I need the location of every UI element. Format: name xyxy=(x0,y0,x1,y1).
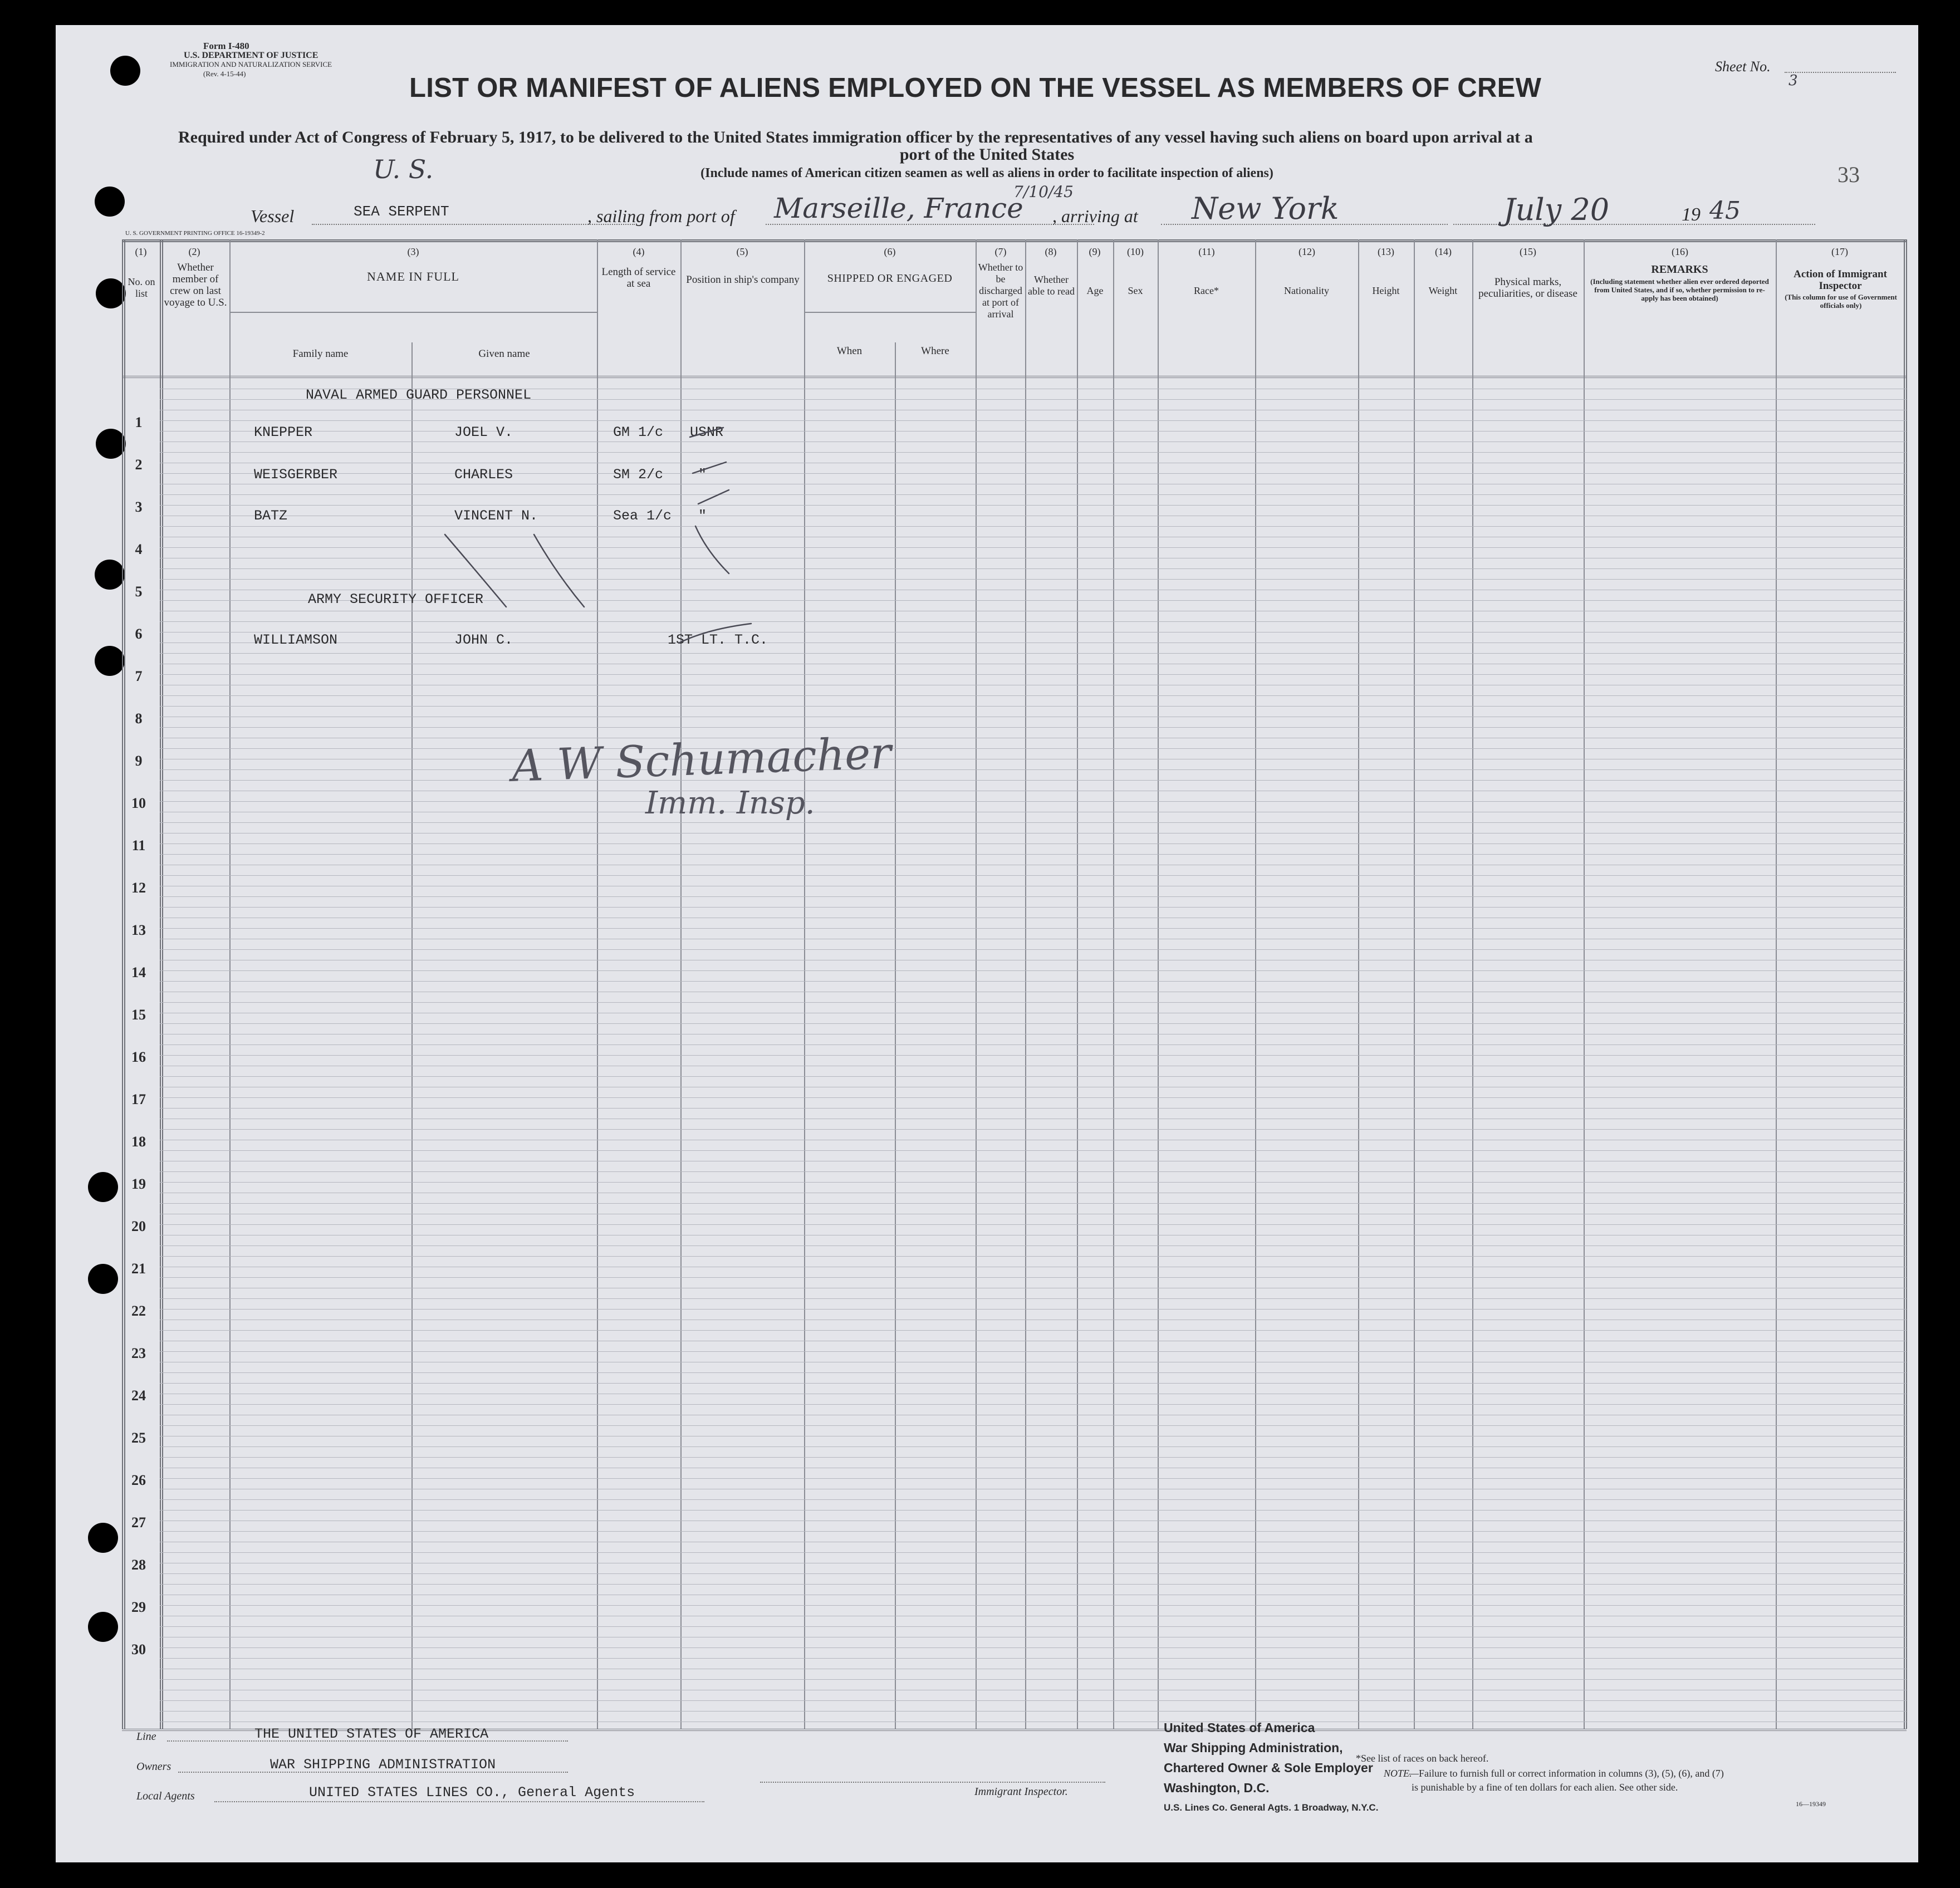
row-number: 2 xyxy=(135,457,143,473)
ruled-line xyxy=(160,1330,1907,1331)
crew-3-given: VINCENT N. xyxy=(454,508,538,524)
ruled-line xyxy=(160,1055,1907,1056)
punch-hole xyxy=(88,1172,118,1202)
ruled-line xyxy=(160,896,1907,897)
row-number: 6 xyxy=(135,626,143,642)
row-number: 25 xyxy=(131,1430,146,1446)
punch-hole xyxy=(96,278,126,308)
sheet-label: Sheet No. xyxy=(1715,58,1771,75)
crew-2-rate: SM 2/c xyxy=(613,467,664,483)
ruled-line xyxy=(160,1182,1907,1183)
header-shipped-engaged: SHIPPED OR ENGAGED xyxy=(827,272,953,285)
sheet-number: 3 xyxy=(1788,72,1798,89)
ruled-line xyxy=(160,1404,1907,1405)
header-no-on-list: No. on list xyxy=(128,276,155,299)
printing-office: U. S. GOVERNMENT PRINTING OFFICE 16-19349-2 xyxy=(125,230,265,237)
row-number: 13 xyxy=(131,922,146,938)
sheet-number-line xyxy=(1785,72,1896,73)
year-prefix: 19 xyxy=(1682,204,1701,225)
ruled-line xyxy=(160,1457,1907,1458)
header-physical-marks: Physical marks, peculiarities, or disease xyxy=(1478,276,1577,300)
col-num-14: (14) xyxy=(1435,246,1452,257)
col-num-11: (11) xyxy=(1198,246,1215,257)
row-number: 17 xyxy=(131,1091,146,1107)
row-number: 24 xyxy=(131,1387,146,1404)
ruled-line xyxy=(160,875,1907,876)
header-given-name: Given name xyxy=(478,348,530,360)
ruled-line xyxy=(160,1658,1907,1659)
ruled-line xyxy=(160,1425,1907,1426)
ruled-line xyxy=(160,1700,1907,1701)
ruled-line xyxy=(160,1224,1907,1225)
ruled-line xyxy=(160,854,1907,855)
row-number: 16 xyxy=(131,1049,146,1065)
header-weight: Weight xyxy=(1428,285,1458,296)
ruled-line xyxy=(160,1647,1907,1648)
crew-1-rate: GM 1/c xyxy=(613,424,664,440)
header-inspector-action: Action of Immigrant Inspector xyxy=(1794,268,1887,292)
stamp-line-2: War Shipping Administration, xyxy=(1164,1740,1343,1755)
punch-hole xyxy=(88,1612,118,1642)
row-number: 3 xyxy=(135,499,143,515)
ruled-line xyxy=(160,1256,1907,1257)
pencil-check-marks xyxy=(373,406,762,718)
row-number: 7 xyxy=(135,668,143,684)
ruled-line xyxy=(160,1478,1907,1479)
header-race: Race* xyxy=(1194,285,1219,296)
crew-3-family: BATZ xyxy=(254,508,288,524)
row-number: 4 xyxy=(135,541,143,557)
include-note: (Include names of American citizen seamen as well as aliens in order to facilitate inspection of aliens) xyxy=(700,166,1273,180)
header-shipped-when: When xyxy=(836,345,863,357)
ruled-line xyxy=(160,1552,1907,1553)
header-sex: Sex xyxy=(1128,285,1143,296)
row-number: 22 xyxy=(131,1303,146,1319)
table-top-border xyxy=(122,239,1907,242)
punch-hole xyxy=(110,56,140,86)
punch-hole xyxy=(95,646,125,676)
vessel-prefix: U. S. xyxy=(373,154,434,184)
crew-2-company: " xyxy=(698,467,707,483)
ruled-line xyxy=(160,1203,1907,1204)
ruled-line xyxy=(160,1002,1907,1003)
col-num-10: (10) xyxy=(1127,246,1144,257)
line-label: Line xyxy=(136,1730,156,1743)
header-length-of-service: Length of service at sea xyxy=(601,266,676,290)
ruled-line xyxy=(160,780,1907,781)
departure-date: 7/10/45 xyxy=(1013,183,1074,201)
row-number: 26 xyxy=(131,1472,146,1488)
vessel-underline xyxy=(312,224,635,225)
ruled-line xyxy=(160,769,1907,770)
row-number: 29 xyxy=(131,1599,146,1615)
row-number: 8 xyxy=(135,710,143,727)
owners-value: WAR SHIPPING ADMINISTRATION xyxy=(270,1757,496,1773)
punch-hole xyxy=(95,560,125,590)
ruled-line xyxy=(160,1076,1907,1077)
ruled-line xyxy=(160,1711,1907,1712)
form-number: Form I-480 xyxy=(203,41,249,51)
ruled-line xyxy=(160,1044,1907,1045)
header-able-to-read: Whether able to read xyxy=(1028,274,1075,297)
ruled-line xyxy=(160,1584,1907,1585)
header-nationality: Nationality xyxy=(1284,285,1329,296)
col-num-1: (1) xyxy=(135,246,147,257)
crew-1-company: USNR xyxy=(690,424,724,440)
crew-2-family: WEISGERBER xyxy=(254,467,338,483)
row-number: 11 xyxy=(131,837,146,854)
vessel-label: Vessel xyxy=(251,206,295,226)
agents-underline xyxy=(214,1801,704,1802)
ruled-line xyxy=(160,1171,1907,1172)
inspector-signature: A W Schumacher xyxy=(511,728,892,792)
row-number: 14 xyxy=(131,964,146,980)
agents-value: UNITED STATES LINES CO., General Agents xyxy=(309,1784,635,1801)
ruled-line xyxy=(160,907,1907,908)
inspector-signature-line xyxy=(760,1782,1105,1783)
header-shipped-where: Where xyxy=(921,345,949,357)
ruled-line xyxy=(160,1150,1907,1151)
crew-1-given: JOEL V. xyxy=(454,424,513,440)
stamp-line-3: Chartered Owner & Sole Employer xyxy=(1164,1761,1373,1775)
row-number: 15 xyxy=(131,1007,146,1023)
header-remarks: REMARKS xyxy=(1651,263,1708,276)
crew-3-rate: Sea 1/c xyxy=(613,508,672,524)
ruled-line xyxy=(160,1573,1907,1574)
header-remarks-note: (Including statement whether alien ever ordered deported from United States, and if so, whether permission to re-apply has been obtained) xyxy=(1590,277,1769,302)
header-age: Age xyxy=(1086,285,1104,296)
year: 45 xyxy=(1709,197,1741,225)
header-discharged: Whether to be discharged at port of arrival xyxy=(978,262,1023,320)
ruled-line xyxy=(160,1277,1907,1278)
ruled-line xyxy=(160,748,1907,749)
inspector-label: Immigrant Inspector. xyxy=(974,1786,1068,1798)
ruled-line xyxy=(160,727,1907,728)
row-number: 27 xyxy=(131,1514,146,1531)
races-note: *See list of races on back hereof. xyxy=(1356,1753,1489,1764)
ruled-line xyxy=(160,1679,1907,1680)
section-army-heading: ARMY SECURITY OFFICER xyxy=(308,591,484,607)
ruled-line xyxy=(160,822,1907,823)
col-num-9: (9) xyxy=(1089,246,1101,257)
punch-hole xyxy=(96,429,126,459)
row-number: 12 xyxy=(131,880,146,896)
col-num-2: (2) xyxy=(188,246,200,257)
ruled-line xyxy=(160,1510,1907,1511)
ruled-line xyxy=(160,1309,1907,1310)
crew-4-family: WILLIAMSON xyxy=(254,632,338,648)
ruled-line xyxy=(160,1129,1907,1130)
header-inspector-note: (This column for use of Government officials only) xyxy=(1785,293,1897,310)
col-num-6: (6) xyxy=(884,246,896,257)
row-number: 10 xyxy=(131,795,146,811)
col-num-5: (5) xyxy=(736,246,748,257)
ruled-line xyxy=(160,1351,1907,1352)
row-number: 28 xyxy=(131,1557,146,1573)
revision-date: (Rev. 4-15-44) xyxy=(203,70,246,78)
ruled-line xyxy=(160,928,1907,929)
ruled-line xyxy=(160,1023,1907,1024)
inspector-signature-title: Imm. Insp. xyxy=(645,785,815,821)
form-code: 16—19349 xyxy=(1796,1800,1826,1808)
ruled-line xyxy=(160,1605,1907,1606)
crew-2-given: CHARLES xyxy=(454,467,513,483)
ruled-line xyxy=(160,949,1907,950)
crew-3-company: " xyxy=(698,508,707,524)
punch-hole xyxy=(88,1523,118,1553)
row-number: 30 xyxy=(131,1641,146,1657)
col-num-3: (3) xyxy=(407,246,419,257)
wsa-stamp xyxy=(1164,1718,1378,1818)
owners-label: Owners xyxy=(136,1761,171,1773)
sailing-label: , sailing from port of xyxy=(587,206,735,226)
ruled-line xyxy=(160,1383,1907,1384)
note-text-2: is punishable by a fine of ten dollars for each alien. See other side. xyxy=(1412,1782,1678,1793)
stamp-line-1: United States of America xyxy=(1164,1720,1315,1735)
ruled-line xyxy=(160,801,1907,802)
col-num-15: (15) xyxy=(1520,246,1536,257)
punch-hole xyxy=(95,187,125,217)
ruled-line xyxy=(160,1372,1907,1373)
row-number: 21 xyxy=(131,1261,146,1277)
department-name: U.S. DEPARTMENT OF JUSTICE xyxy=(184,51,318,60)
col-num-8: (8) xyxy=(1045,246,1057,257)
col-num-16: (16) xyxy=(1672,246,1688,257)
crew-4-rate: 1ST LT. T.C. xyxy=(668,632,768,648)
header-height: Height xyxy=(1372,285,1400,296)
header-family-name: Family name xyxy=(292,348,349,360)
ruled-line xyxy=(160,1298,1907,1299)
stamp-line-5: U.S. Lines Co. General Agts. 1 Broadway, N.Y.C. xyxy=(1164,1802,1379,1813)
line-value: THE UNITED STATES OF AMERICA xyxy=(254,1726,489,1742)
header-bottom-border xyxy=(122,376,1907,378)
ruled-line xyxy=(160,1245,1907,1246)
arriving-label: , arriving at xyxy=(1052,206,1138,226)
required-line-1: Required under Act of Congress of February 5, 1917, to be delivered to the United States immigration officer by the representatives of any vessel having such aliens on board upon arrival at a xyxy=(178,128,1533,146)
col-num-17: (17) xyxy=(1831,246,1848,257)
header-name-in-full: NAME IN FULL xyxy=(367,269,459,283)
ruled-line xyxy=(160,981,1907,982)
punch-hole xyxy=(88,1264,118,1294)
stamp-line-4: Washington, D.C. xyxy=(1164,1781,1270,1795)
manifest-sheet xyxy=(56,25,1918,1862)
header-position: Position in ship's company xyxy=(686,274,800,286)
crew-1-family: KNEPPER xyxy=(254,424,313,440)
col-num-7: (7) xyxy=(994,246,1007,257)
vessel-name: SEA SERPENT xyxy=(354,203,449,220)
ruled-line xyxy=(160,970,1907,971)
manifest-table xyxy=(122,239,1907,1729)
name-subheader-rule xyxy=(229,312,597,313)
ruled-line xyxy=(160,1108,1907,1109)
row-number: 19 xyxy=(131,1176,146,1192)
crew-4-given: JOHN C. xyxy=(454,632,513,648)
form-title: LIST OR MANIFEST OF ALIENS EMPLOYED ON THE VESSEL AS MEMBERS OF CREW xyxy=(409,73,1542,103)
ruled-line xyxy=(160,1531,1907,1532)
ruled-line xyxy=(160,1626,1907,1627)
row-number: 23 xyxy=(131,1345,146,1361)
row-number: 9 xyxy=(135,753,143,769)
departure-port: Marseille, France xyxy=(774,192,1023,224)
row-number: 18 xyxy=(131,1134,146,1150)
service-name: IMMIGRATION AND NATURALIZATION SERVICE xyxy=(170,60,332,68)
arrival-date: July 20 xyxy=(1503,192,1610,227)
agents-label: Local Agents xyxy=(136,1790,195,1802)
row-number: 5 xyxy=(135,583,143,600)
col-num-13: (13) xyxy=(1378,246,1394,257)
page-mark: 33 xyxy=(1837,162,1860,187)
col-num-4: (4) xyxy=(633,246,645,257)
row-number: 20 xyxy=(131,1218,146,1234)
note-text-1: —Failure to furnish full or correct information in columns (3), (5), (6), and (7) xyxy=(1409,1768,1724,1779)
ruled-line xyxy=(160,1446,1907,1447)
shipped-subheader-rule xyxy=(804,312,976,313)
ruled-line xyxy=(160,1097,1907,1098)
ruled-line xyxy=(160,1499,1907,1500)
note-label: NOTE. xyxy=(1384,1768,1412,1779)
header-crew-last-voyage: Whether member of crew on last voyage to U.S. xyxy=(164,262,227,308)
col-num-12: (12) xyxy=(1298,246,1315,257)
required-line-2: port of the United States xyxy=(899,145,1075,164)
section-naval-heading: NAVAL ARMED GUARD PERSONNEL xyxy=(306,387,532,403)
arrival-port: New York xyxy=(1192,191,1339,226)
row-number: 1 xyxy=(135,414,143,430)
